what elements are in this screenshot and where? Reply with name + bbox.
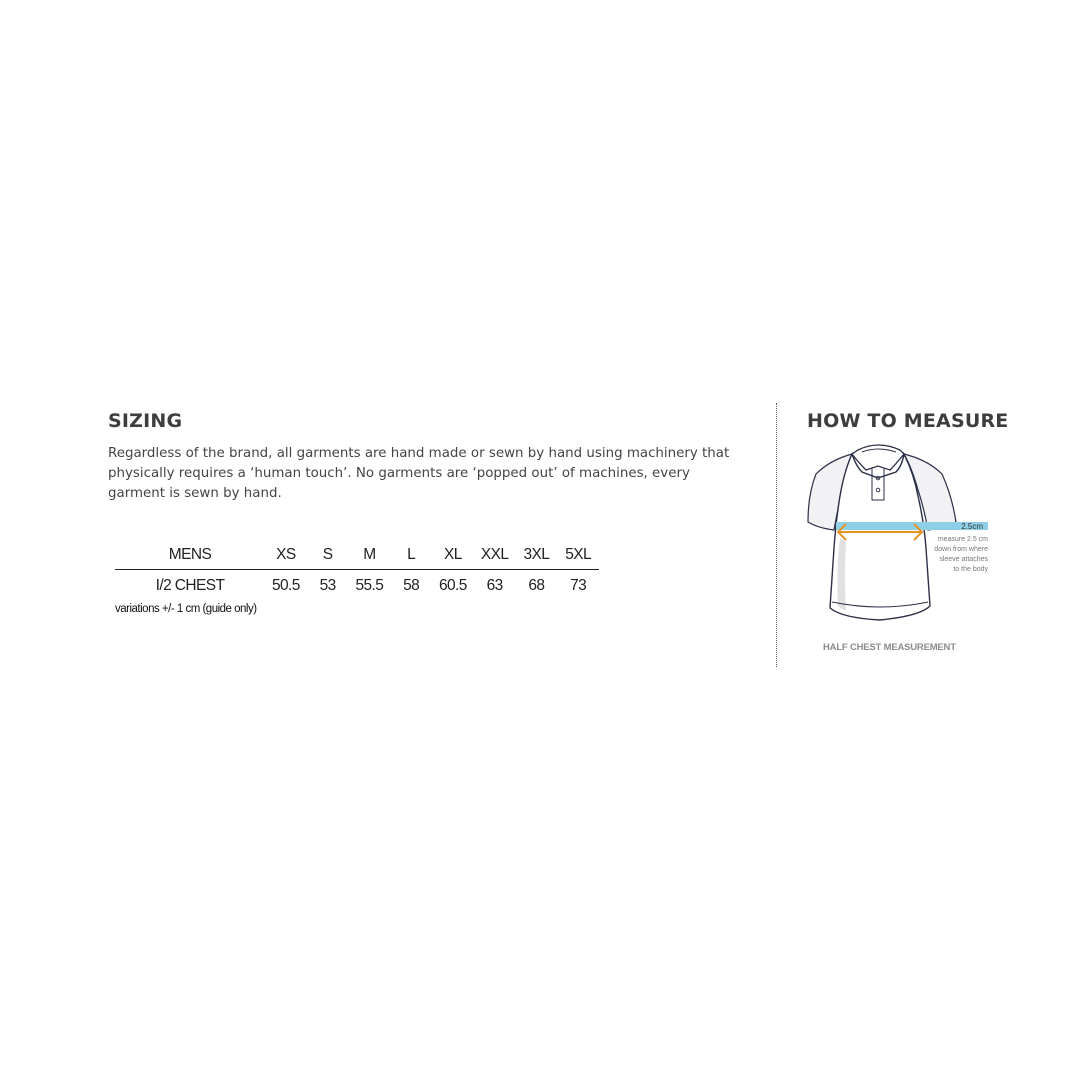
size-header-xs: XS (265, 540, 307, 570)
half-chest-value-xl: 60.5 (438, 577, 467, 594)
instruction-line-3: sleeve attaches (939, 556, 988, 563)
instruction-line-1: measure 2.5 cm (937, 536, 988, 543)
sizing-title: SIZING (108, 410, 183, 432)
offset-label: 2.5cm (961, 522, 983, 531)
size-header-row (115, 540, 599, 570)
how-to-measure-title: HOW TO MEASURE (807, 410, 1009, 432)
size-header-m: M (349, 540, 391, 570)
variations-note: variations +/- 1 cm (guide only) (115, 603, 257, 615)
half-chest-value-xs: 50.5 (271, 577, 300, 594)
half-chest-value-s: 53 (319, 577, 336, 594)
sizing-intro-text: Regardless of the brand, all garments are hand made or sewn by hand using machinery that physically requires a ‘human touch’. No garments are ‘popped out’ of machines, every garment is sewn by hand. (108, 446, 730, 501)
half-chest-value-3xl: 68 (528, 577, 545, 594)
size-header-s: S (307, 540, 349, 570)
size-header-l: L (390, 540, 432, 570)
instruction-line-4: to the body (953, 566, 988, 573)
half-chest-value-m: 55.5 (355, 577, 384, 594)
half-chest-label: I/2 CHEST (155, 577, 225, 594)
half-chest-row (115, 570, 599, 603)
size-header-3xl: 3XL (516, 540, 558, 570)
half-chest-value-l: 58 (403, 577, 420, 594)
half-chest-value-xxl: 63 (486, 577, 503, 594)
mens-header: MENS (115, 540, 265, 570)
size-chart-table (115, 540, 599, 602)
size-header-5xl: 5XL (557, 540, 599, 570)
section-divider (776, 403, 777, 667)
half-chest-caption: HALF CHEST MEASUREMENT (823, 642, 956, 653)
polo-shirt-diagram (800, 438, 1000, 638)
size-header-xxl: XXL (474, 540, 516, 570)
size-header-xl: XL (432, 540, 474, 570)
instruction-line-2: down from where (934, 546, 988, 553)
half-chest-value-5xl: 73 (570, 577, 587, 594)
